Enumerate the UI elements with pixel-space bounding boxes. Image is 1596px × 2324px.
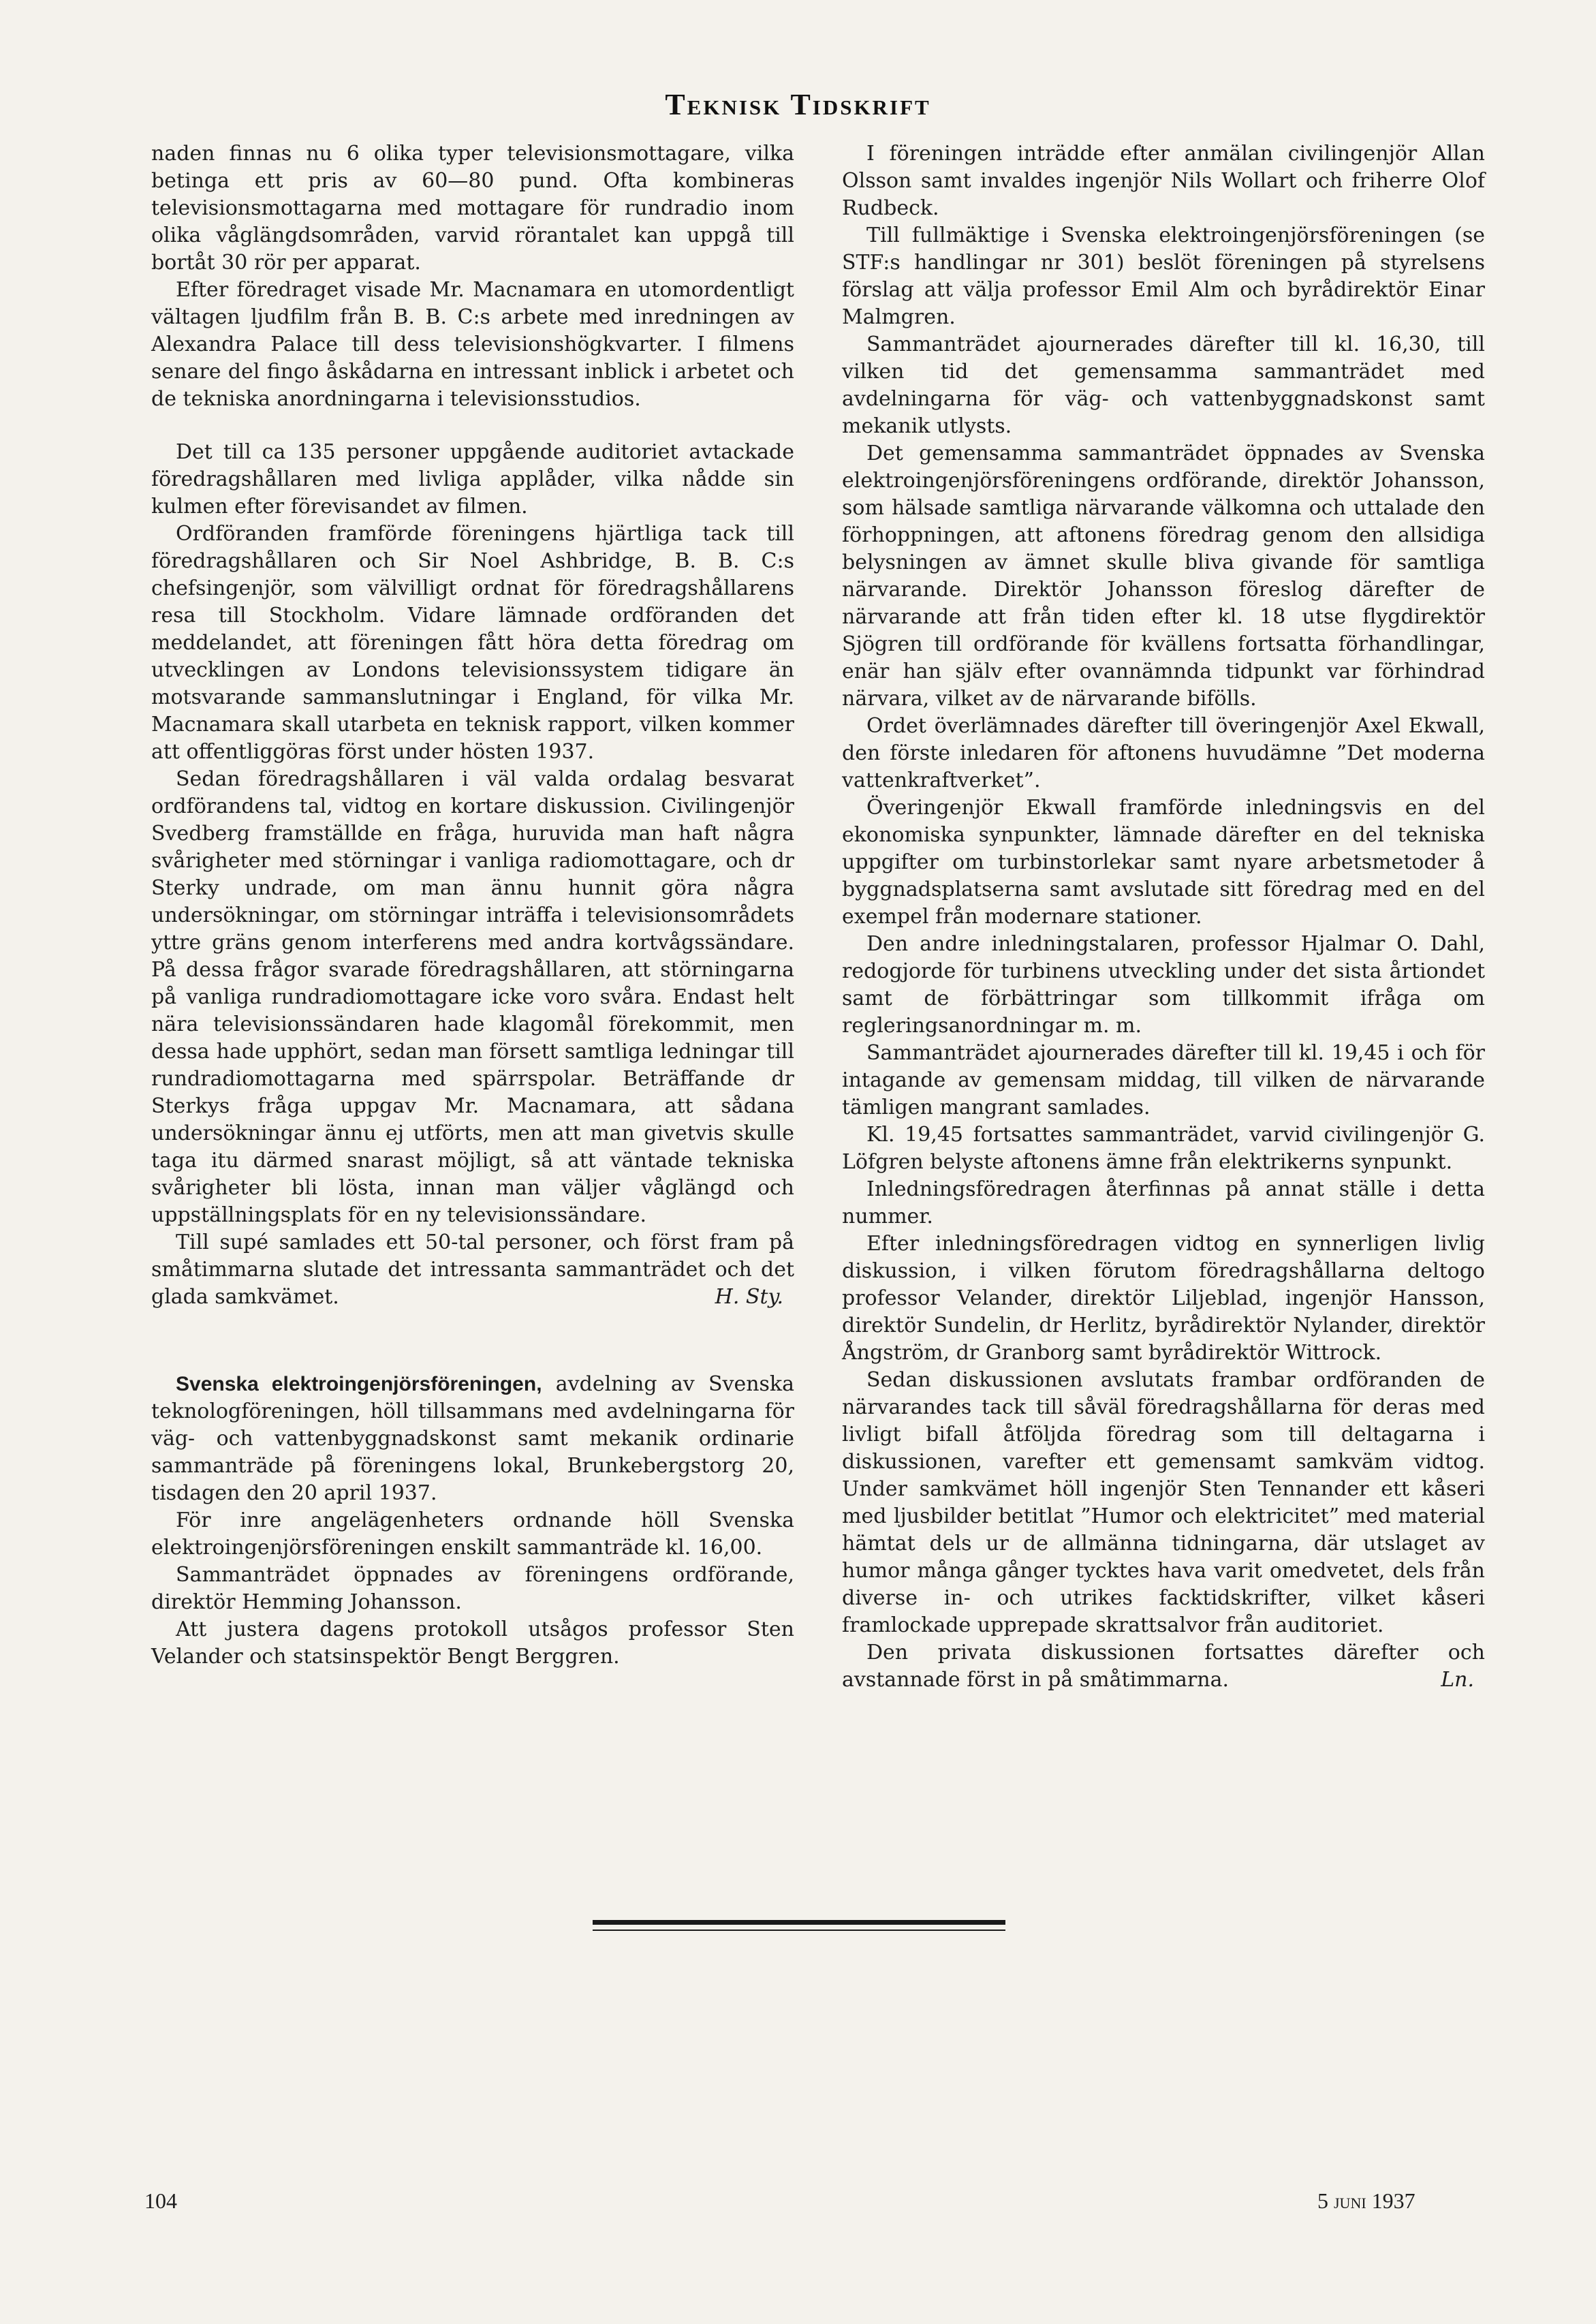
right-column bbox=[842, 140, 1485, 1694]
paragraph: Ordföranden framförde föreningens hjärtliga tack till föredragshållaren och Sir Noel Ashbridge, B. B. C:s chefsingenjör, som välvilligt ordnat för föredragshållarens resa till Stockholm. Vidare lämnade ordföranden det meddelandet, att föreningen fått höra detta föredrag om utvecklingen av Londons televisionssystem tidigare än motsvarande sammanslutningar i England, för vilka Mr. Macnamara skall utarbeta en teknisk rapport, vilken kommer att offentliggöras först under hösten 1937. bbox=[151, 522, 794, 764]
left-column bbox=[151, 140, 794, 1671]
paragraph: Ordet överlämnades därefter till överingenjör Axel Ekwall, den förste inledaren för aftonens huvudämne ”Det moderna vattenkraftverket”. bbox=[842, 714, 1485, 792]
paragraph: Sammanträdet öppnades av föreningens ordförande, direktör Hemming Johansson. bbox=[151, 1563, 794, 1614]
page-number: 104 bbox=[144, 2188, 177, 2213]
paragraph: Efter föredraget visade Mr. Macnamara en utomordentligt vältagen ljudfilm från B. B. C:s arbete med inredningen av Alexandra Palace till dess televisionshögkvarter. I filmens senare del fingo åskådarna en intressant inblick i arbetet och de tekniska anordningarna i televisionsstudios. bbox=[151, 278, 794, 411]
paragraph: För inre angelägenheters ordnande höll Svenska elektroingenjörsföreningen enskilt sammanträde kl. 16,00. bbox=[151, 1508, 794, 1560]
issue-date: 5 juni 1937 bbox=[1317, 2188, 1415, 2213]
journal-title: Teknisk Tidskrift bbox=[665, 88, 931, 121]
paragraph: Det gemensamma sammanträdet öppnades av Svenska elektroingenjörsföreningens ordförande, direktör Johansson, som hälsade samtliga närvarande välkomna och uttalade den förhoppningen, att aftonens föredrag genom den allsidiga belysningen av ämnet skulle bliva givande för samtliga närvarande. Direktör Johansson föreslog därefter de närvarande att från tiden efter kl. 18 utse flygdirektör Sjögren till ordförande för kvällens fortsatta förhandlingar, enär han själv efter ovannämnda tidpunkt var förhindrad närvara, vilket av de närvarande bifölls. bbox=[842, 441, 1485, 711]
paragraph bbox=[151, 1229, 794, 1311]
paragraph: Sedan föredragshållaren i väl valda ordalag besvarat ordförandens tal, vidtog en kortare diskussion. Civilingenjör Svedberg framställde en fråga, huruvida man haft några svårigheter med störningar i vanliga radiomottagare, och dr Sterky undrade, om man ännu hunnit göra några undersökningar, om störningar inträffa i televisionsområdets yttre gräns genom interferens med andra kortvågssändare. På dessa frågor svarade föredragshållaren, att störningarna på vanliga rundradiomottagare icke voro svåra. Endast helt nära televisionssändaren hade klagomål förekommit, men dessa hade upphört, sedan man försett samtliga ledningar till rundradiomottagarna med spärrspolar. Beträffande dr Sterkys fråga uppgav Mr. Macnamara, att sådana undersökningar ännu ej utförts, men att man givetvis skulle taga itu därmed snarast möjligt, så att väntade tekniska svårigheter bli lösta, innan man väljer våglängd och uppställningsplats för en ny televisionssändare. bbox=[151, 767, 794, 1227]
paragraph-gap bbox=[151, 413, 794, 439]
paragraph: Kl. 19,45 fortsattes sammanträdet, varvid civilingenjör G. Löfgren belyste aftonens ämne från elektrikerns synpunkt. bbox=[842, 1123, 1485, 1174]
paragraph: Att justera dagens protokoll utsågos professor Sten Velander och statsinspektör Bengt Berggren. bbox=[151, 1617, 794, 1669]
closing-rule-thin bbox=[593, 1930, 1005, 1931]
paragraph: Sedan diskussionen avslutats frambar ordföranden de närvarandes tack till såväl föredragshållarna för deras med livligt bifall åtföljda föredrag som till deltagarna i diskussionen, varefter ett gemensamt samkväm vidtog. Under samkvämet höll ingenjör Sten Tennander ett kåseri med ljusbilder betitlat ”Humor och elektricitet” med material hämtat dels ur de allmänna tidningarna, där utslaget av humor många gånger tycktes hava varit omedvetet, dels från diverse in- och utrikes facktidskrifter, vilket kåseri framlockade upprepade skrattsalvor från auditoriet. bbox=[842, 1368, 1485, 1637]
author-signature: H. Sty. bbox=[715, 1285, 783, 1309]
paragraph: I föreningen inträdde efter anmälan civilingenjör Allan Olsson samt invaldes ingenjör Nils Wollart och friherre Olof Rudbeck. bbox=[842, 142, 1485, 220]
paragraph: Sammanträdet ajournerades därefter till kl. 19,45 i och för intagande av gemensam middag, till vilken de närvarande tämligen mangrant samlades. bbox=[842, 1041, 1485, 1119]
section-heading: Svenska elektroingenjörsföreningen, bbox=[176, 1373, 542, 1395]
paragraph bbox=[842, 1639, 1485, 1694]
paragraph: Inledningsföredragen återfinnas på annat ställe i detta nummer. bbox=[842, 1177, 1485, 1228]
paragraph: Den andre inledningstalaren, professor Hjalmar O. Dahl, redogjorde för turbinens utveckling under det sista årtiondet samt de förbättringar som tillkommit ifråga om regleringsanordningar m. m. bbox=[842, 932, 1485, 1038]
paragraph: Överingenjör Ekwall framförde inledningsvis en del ekonomiska synpunkter, lämnade därefter en del tekniska uppgifter om turbinstorlekar samt nyare arbetsmetoder å byggnadsplatserna samt avslutade sitt föredrag med en del exempel från modernare stationer. bbox=[842, 796, 1485, 929]
paragraph: Det till ca 135 personer uppgående auditoriet avtackade föredragshållaren med livliga applåder, vilka nådde sin kulmen efter förevisandet av filmen. bbox=[151, 440, 794, 518]
paragraph-text: Den privata diskussionen fortsattes därefter och avstannade först in på småtimmarna. bbox=[842, 1641, 1485, 1692]
section-gap bbox=[151, 1311, 794, 1371]
paragraph: Till fullmäktige i Svenska elektroingenjörsföreningen (se STF:s handlingar nr 301) beslöt föreningen på styrelsens förslag att välja professor Emil Alm och byrådirektör Einar Malmgren. bbox=[842, 223, 1485, 329]
closing-rule-thick bbox=[593, 1920, 1005, 1925]
paragraph: Efter inledningsföredragen vidtog en synnerligen livlig diskussion, i vilken förutom föredragshållarna deltogo professor Velander, direktör Liljeblad, ingenjör Hansson, direktör Sundelin, dr Herlitz, byrådirektör Nylander, direktör Ångström, dr Granborg samt byrådirektör Wittrock. bbox=[842, 1232, 1485, 1365]
paragraph-text: avdelning av Svenska teknologföreningen, höll tillsammans med avdelningarna för väg- och vattenbyggnadskonst samt mekanik ordinarie sammanträde på föreningens lokal, Brunkebergstorg 20, tisdagen den 20 april 1937. bbox=[151, 1372, 794, 1505]
section-lead-paragraph bbox=[151, 1371, 794, 1507]
paragraph-text: Till supé samlades ett 50-tal personer, och först fram på småtimmarna slutade det intressanta sammanträdet och det glada samkvämet. bbox=[151, 1230, 794, 1309]
paragraph: Sammanträdet ajournerades därefter till kl. 16,30, till vilken tid det gemensamma sammanträdet med avdelningarna för väg- och vattenbyggnadskonst samt mekanik utlysts. bbox=[842, 332, 1485, 438]
paragraph: naden finnas nu 6 olika typer televisionsmottagare, vilka betinga ett pris av 60—80 pund. Ofta kombineras televisionsmottagarna med mottagare för rundradio inom olika våglängdsområden, varvid rörantalet kan uppgå till bortåt 30 rör per apparat. bbox=[151, 142, 794, 275]
author-signature: Ln. bbox=[1441, 1668, 1474, 1692]
